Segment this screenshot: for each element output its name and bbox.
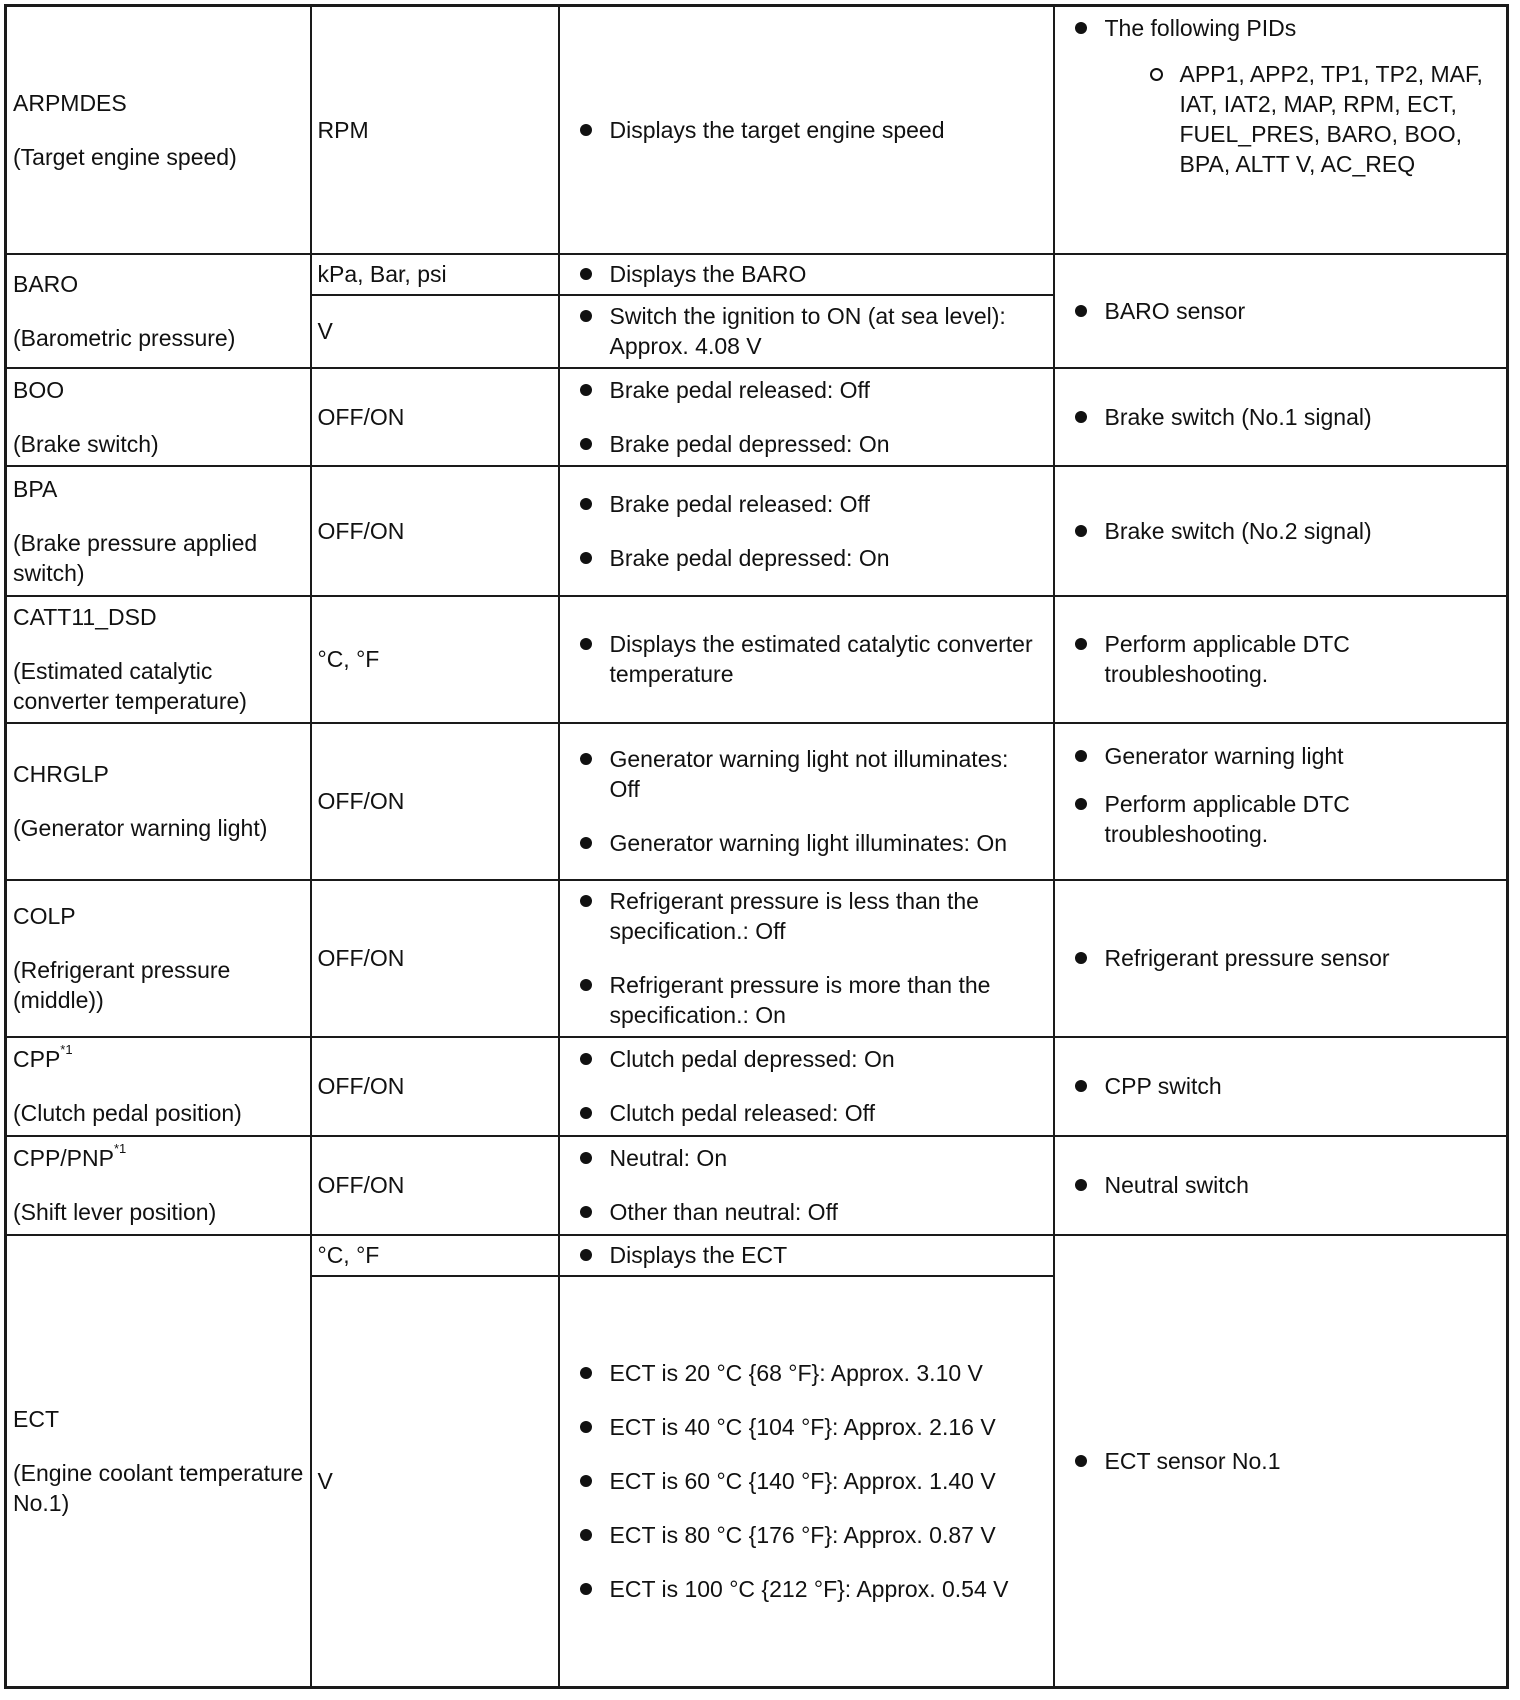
inspection-item: Neutral switch	[1105, 1170, 1497, 1200]
pid-name-cell	[6, 254, 311, 368]
condition-cell	[559, 254, 1054, 295]
pid-name: COLP	[13, 903, 76, 929]
condition-cell	[559, 1136, 1054, 1235]
condition-item: ECT is 80 °C {176 °F}: Approx. 0.87 V	[610, 1520, 1043, 1550]
condition-cell	[559, 596, 1054, 723]
pid-name: BPA	[13, 475, 58, 502]
unit: °C, °F	[317, 1242, 380, 1268]
inspection-cell	[1054, 6, 1508, 254]
unit-cell	[311, 1235, 559, 1276]
inspection-item	[1105, 13, 1497, 179]
unit: OFF/ON	[317, 1172, 405, 1198]
table-row	[6, 880, 1508, 1037]
pid-name-text: CPP/PNP	[13, 1145, 114, 1171]
unit-cell	[311, 723, 559, 880]
inspection-cell	[1054, 1136, 1508, 1235]
condition-item: Displays the BARO	[610, 259, 1043, 289]
unit: OFF/ON	[317, 945, 405, 971]
pid-monitor-table	[4, 4, 1509, 1689]
table-row	[6, 6, 1508, 254]
unit: OFF/ON	[317, 788, 405, 814]
pid-name	[13, 1143, 304, 1173]
pid-description: (Brake pressure applied switch)	[13, 529, 258, 586]
condition-item: Neutral: On	[610, 1143, 1043, 1173]
pid-name-cell	[6, 6, 311, 254]
pid-description: (Estimated catalytic converter temperature)	[13, 658, 247, 714]
unit-cell	[311, 295, 559, 368]
inspection-cell	[1054, 596, 1508, 723]
unit: RPM	[317, 116, 369, 143]
pid-description: (Barometric pressure)	[13, 324, 236, 351]
condition-cell	[559, 1037, 1054, 1136]
pid-description: (Engine coolant temperature No.1)	[13, 1459, 304, 1516]
inspection-subitem: APP1, APP2, TP1, TP2, MAF, IAT, IAT2, MAP, RPM, ECT, FUEL_PRES, BARO, BOO, BPA, ALTT V, AC_REQ	[1180, 59, 1497, 179]
pid-name: CHRGLP	[13, 761, 109, 787]
unit: kPa, Bar, psi	[317, 261, 447, 287]
unit-cell	[311, 466, 559, 596]
unit-cell	[311, 880, 559, 1037]
pid-name-text: CPP	[13, 1046, 61, 1072]
footnote-mark: *1	[60, 1042, 73, 1058]
condition-item: ECT is 60 °C {140 °F}: Approx. 1.40 V	[610, 1466, 1043, 1496]
inspection-cell	[1054, 1235, 1508, 1688]
pid-name-cell	[6, 1037, 311, 1136]
inspection-text: The following PIDs	[1104, 15, 1297, 41]
inspection-cell	[1054, 1037, 1508, 1136]
condition-item: Displays the target engine speed	[610, 115, 1043, 145]
condition-item: Brake pedal depressed: On	[610, 429, 1043, 459]
table-row	[6, 254, 1508, 295]
unit-cell	[311, 6, 559, 254]
unit: OFF/ON	[317, 1073, 405, 1099]
pid-description: (Generator warning light)	[13, 815, 268, 841]
inspection-cell	[1054, 254, 1508, 368]
inspection-item: BARO sensor	[1105, 296, 1497, 326]
condition-cell	[559, 880, 1054, 1037]
condition-item: Refrigerant pressure is less than the specification.: Off	[610, 886, 1043, 946]
pid-description: (Refrigerant pressure (middle))	[13, 957, 231, 1013]
table-row	[6, 1136, 1508, 1235]
pid-name-cell	[6, 723, 311, 880]
pid-name: BOO	[13, 376, 65, 403]
inspection-cell	[1054, 880, 1508, 1037]
condition-cell	[559, 6, 1054, 254]
table-row	[6, 466, 1508, 596]
unit-cell	[311, 1276, 559, 1688]
inspection-item: ECT sensor No.1	[1105, 1446, 1497, 1476]
pid-description: (Shift lever position)	[13, 1199, 217, 1225]
unit: V	[317, 1468, 333, 1495]
pid-name-cell	[6, 368, 311, 466]
inspection-cell	[1054, 368, 1508, 466]
condition-item: Displays the ECT	[610, 1240, 1043, 1270]
table-row	[6, 1235, 1508, 1276]
condition-item: Clutch pedal released: Off	[610, 1098, 1043, 1128]
condition-cell	[559, 1276, 1054, 1688]
unit-cell	[311, 254, 559, 295]
pid-name: ARPMDES	[13, 89, 127, 116]
pid-name	[13, 1044, 304, 1074]
inspection-item: Perform applicable DTC troubleshooting.	[1105, 629, 1497, 689]
pid-table-wrapper	[4, 4, 1509, 1689]
condition-cell	[559, 368, 1054, 466]
inspection-item: Generator warning light	[1105, 741, 1497, 771]
table-row	[6, 368, 1508, 466]
condition-item: Refrigerant pressure is more than the specification.: On	[610, 970, 1043, 1030]
pid-name: ECT	[13, 1405, 59, 1432]
unit-cell	[311, 596, 559, 723]
unit: OFF/ON	[317, 517, 405, 544]
condition-cell	[559, 466, 1054, 596]
condition-cell	[559, 1235, 1054, 1276]
pid-description: (Target engine speed)	[13, 143, 237, 170]
condition-cell	[559, 723, 1054, 880]
inspection-cell	[1054, 723, 1508, 880]
condition-item: ECT is 20 °C {68 °F}: Approx. 3.10 V	[610, 1358, 1043, 1388]
pid-name-cell	[6, 1235, 311, 1688]
condition-item: Generator warning light not illuminates: Off	[610, 744, 1043, 804]
condition-cell	[559, 295, 1054, 368]
condition-item: Switch the ignition to ON (at sea level): Approx. 4.08 V	[610, 301, 1043, 361]
table-row	[6, 1037, 1508, 1136]
inspection-cell	[1054, 466, 1508, 596]
table-row	[6, 596, 1508, 723]
pid-name: CATT11_DSD	[13, 604, 157, 630]
inspection-item: Refrigerant pressure sensor	[1105, 943, 1497, 973]
pid-name-cell	[6, 466, 311, 596]
inspection-item: CPP switch	[1105, 1071, 1497, 1101]
unit-cell	[311, 1136, 559, 1235]
condition-item: Brake pedal released: Off	[610, 489, 1043, 519]
condition-item: Displays the estimated catalytic converter temperature	[610, 629, 1043, 689]
condition-item: Brake pedal depressed: On	[610, 543, 1043, 573]
pid-name-cell	[6, 1136, 311, 1235]
unit-cell	[311, 1037, 559, 1136]
condition-item: Generator warning light illuminates: On	[610, 828, 1043, 858]
condition-item: ECT is 100 °C {212 °F}: Approx. 0.54 V	[610, 1574, 1043, 1604]
unit-cell	[311, 368, 559, 466]
condition-item: Other than neutral: Off	[610, 1197, 1043, 1227]
pid-name: BARO	[13, 270, 79, 297]
table-row	[6, 723, 1508, 880]
condition-item: Clutch pedal depressed: On	[610, 1044, 1043, 1074]
pid-name-cell	[6, 596, 311, 723]
unit: V	[317, 318, 333, 344]
condition-item: Brake pedal released: Off	[610, 375, 1043, 405]
condition-item: ECT is 40 °C {104 °F}: Approx. 2.16 V	[610, 1412, 1043, 1442]
pid-name-cell	[6, 880, 311, 1037]
inspection-item: Brake switch (No.2 signal)	[1105, 516, 1497, 546]
inspection-item: Brake switch (No.1 signal)	[1105, 402, 1497, 432]
pid-description: (Brake switch)	[13, 430, 159, 457]
inspection-item: Perform applicable DTC troubleshooting.	[1105, 789, 1497, 849]
unit: °C, °F	[317, 646, 380, 672]
pid-description: (Clutch pedal position)	[13, 1100, 242, 1126]
unit: OFF/ON	[317, 403, 405, 430]
footnote-mark: *1	[113, 1141, 127, 1157]
